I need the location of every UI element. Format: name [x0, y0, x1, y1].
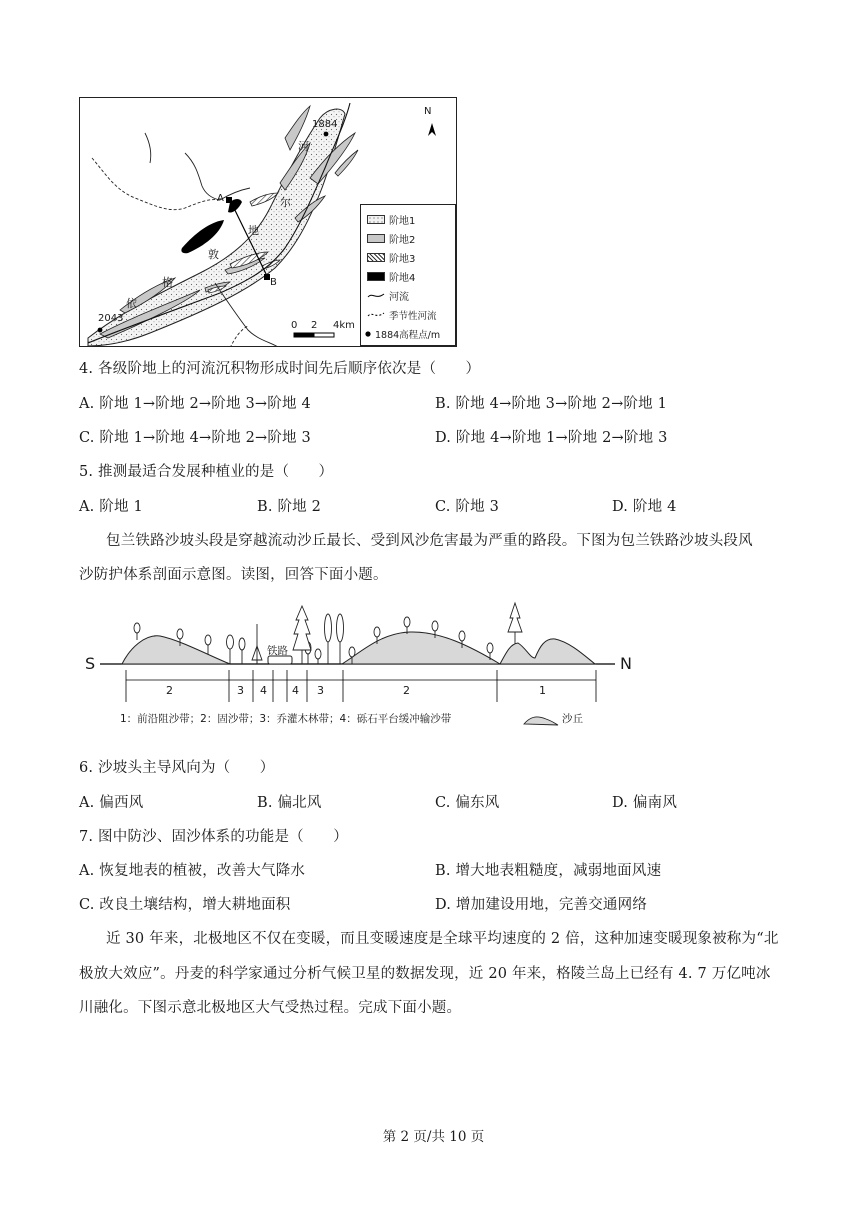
segment-label: 2	[166, 684, 173, 697]
seasonal-river	[230, 326, 248, 347]
legend-item: 阶地3	[367, 251, 415, 264]
segment-label: 4	[292, 684, 299, 697]
scale-label: 0	[291, 320, 298, 331]
segment-label: 3	[317, 684, 324, 697]
q4-option-a[interactable]: A. 阶地 1→阶地 2→阶地 3→阶地 4	[79, 396, 311, 412]
scale-bar	[294, 333, 314, 337]
direction-south: S	[85, 654, 96, 673]
intro2-line3: 川融化。下图示意北极地区大气受热过程。完成下面小题。	[79, 1000, 462, 1016]
legend-item: 阶地4	[367, 270, 415, 283]
q5-option-b[interactable]: B. 阶地 2	[257, 499, 322, 515]
river-name-char: 地	[248, 224, 259, 237]
point-b-label: B	[270, 277, 277, 288]
legend-item: 阶地1	[367, 213, 415, 226]
tributary	[185, 153, 220, 200]
legend-item: 河流	[367, 289, 409, 302]
map-legend	[360, 204, 456, 346]
dune-legend-icon	[524, 717, 558, 725]
q5-option-c[interactable]: C. 阶地 3	[435, 499, 500, 515]
q6-option-d[interactable]: D. 偏南风	[612, 795, 678, 811]
segment-label: 4	[260, 684, 267, 697]
river-name-char: 敦	[208, 248, 219, 261]
dune-legend-label: 沙丘	[562, 713, 583, 725]
north-arrow-icon	[428, 123, 436, 136]
point-a-label: A	[217, 193, 224, 204]
terrace3-swatch	[367, 253, 385, 262]
river-name-char: 格	[162, 276, 173, 289]
segment-label: 1	[539, 684, 546, 697]
elevation-label-top: 1884	[312, 119, 338, 130]
terrace2-swatch	[367, 234, 385, 243]
river-symbol-icon	[367, 291, 385, 300]
point-a-marker	[226, 197, 232, 203]
windbreak-profile-diagram	[80, 598, 670, 733]
elevation-point-2043	[98, 328, 103, 333]
terrace4-swatch	[367, 272, 385, 281]
sand-dune	[122, 636, 230, 664]
page-footer: 第 2 页/共 10 页	[382, 1129, 485, 1145]
q6-option-a[interactable]: A. 偏西风	[79, 795, 144, 811]
q4-option-d[interactable]: D. 阶地 4→阶地 1→阶地 2→阶地 3	[435, 430, 668, 446]
intro2-line2: 极放大效应”。丹麦的科学家通过分析气候卫星的数据发现，近 20 年来，格陵兰岛上已经有 4. 7 万亿吨冰	[79, 966, 771, 982]
q7-option-a[interactable]: A. 恢复地表的植被，改善大气降水	[79, 863, 306, 879]
q5-option-d[interactable]: D. 阶地 4	[612, 499, 677, 515]
q5-stem: 5. 推测最适合发展种植业的是（ ）	[79, 464, 334, 480]
scale-bar	[314, 333, 334, 337]
q7-option-c[interactable]: C. 改良土壤结构，增大耕地面积	[79, 897, 291, 913]
dimension-ticks	[126, 670, 596, 702]
segment-label: 3	[237, 684, 244, 697]
q5-option-a[interactable]: A. 阶地 1	[79, 499, 143, 515]
terrace-map	[79, 97, 457, 347]
q6-option-c[interactable]: C. 偏东风	[435, 795, 500, 811]
intro1-line2: 沙防护体系剖面示意图。读图，回答下面小题。	[79, 567, 388, 583]
elevation-label-bottom: 2043	[98, 313, 124, 324]
seasonal-river-symbol-icon	[367, 310, 385, 319]
river-name-char: 尔	[280, 196, 291, 209]
segment-label: 2	[403, 684, 410, 697]
elevation-point-icon	[365, 331, 371, 337]
tributary	[145, 133, 151, 163]
tributary	[220, 188, 250, 200]
seasonal-river	[92, 158, 220, 210]
q4-stem: 4. 各级阶地上的河流沉积物形成时间先后顺序依次是（ ）	[79, 361, 481, 377]
q7-option-d[interactable]: D. 增加建设用地，完善交通网络	[435, 897, 648, 913]
sand-dune	[342, 632, 500, 664]
q6-option-b[interactable]: B. 偏北风	[257, 795, 322, 811]
sand-dune	[500, 639, 595, 664]
direction-north: N	[620, 654, 632, 673]
q7-option-b[interactable]: B. 增大地表粗糙度，减弱地面风速	[435, 863, 662, 879]
q4-option-b[interactable]: B. 阶地 4→阶地 3→阶地 2→阶地 1	[435, 396, 668, 412]
profile-caption: 1：前沿阻沙带；2：固沙带；3：乔灌木林带；4：砾石平台缓冲输沙带	[120, 713, 452, 725]
legend-item: 季节性河流	[367, 308, 437, 321]
scale-label: 2	[311, 320, 318, 331]
river-name-char: 河	[298, 140, 309, 153]
terrace1-swatch	[367, 215, 385, 224]
intro1-line1: 包兰铁路沙坡头段是穿越流动沙丘最长、受到风沙危害最为严重的路段。下图为包兰铁路沙坡头段风	[106, 533, 753, 549]
legend-item: 阶地2	[367, 232, 415, 245]
q4-option-c[interactable]: C. 阶地 1→阶地 4→阶地 2→阶地 3	[79, 430, 311, 446]
q7-stem: 7. 图中防沙、固沙体系的功能是（ ）	[79, 829, 348, 845]
q6-stem: 6. 沙坡头主导风向为（ ）	[79, 760, 275, 776]
river-name-char: 依	[126, 297, 137, 310]
scale-label: 4km	[333, 320, 355, 331]
north-label: N	[424, 106, 432, 117]
legend-item: 1884高程点/m	[365, 327, 440, 340]
intro2-line1: 近 30 年来，北极地区不仅在变暖，而且变暖速度是全球平均速度的 2 倍，这种加速变暖现象被称为“北	[106, 931, 779, 947]
elevation-point-1884	[324, 132, 329, 137]
railway-label: 铁路	[267, 645, 288, 657]
